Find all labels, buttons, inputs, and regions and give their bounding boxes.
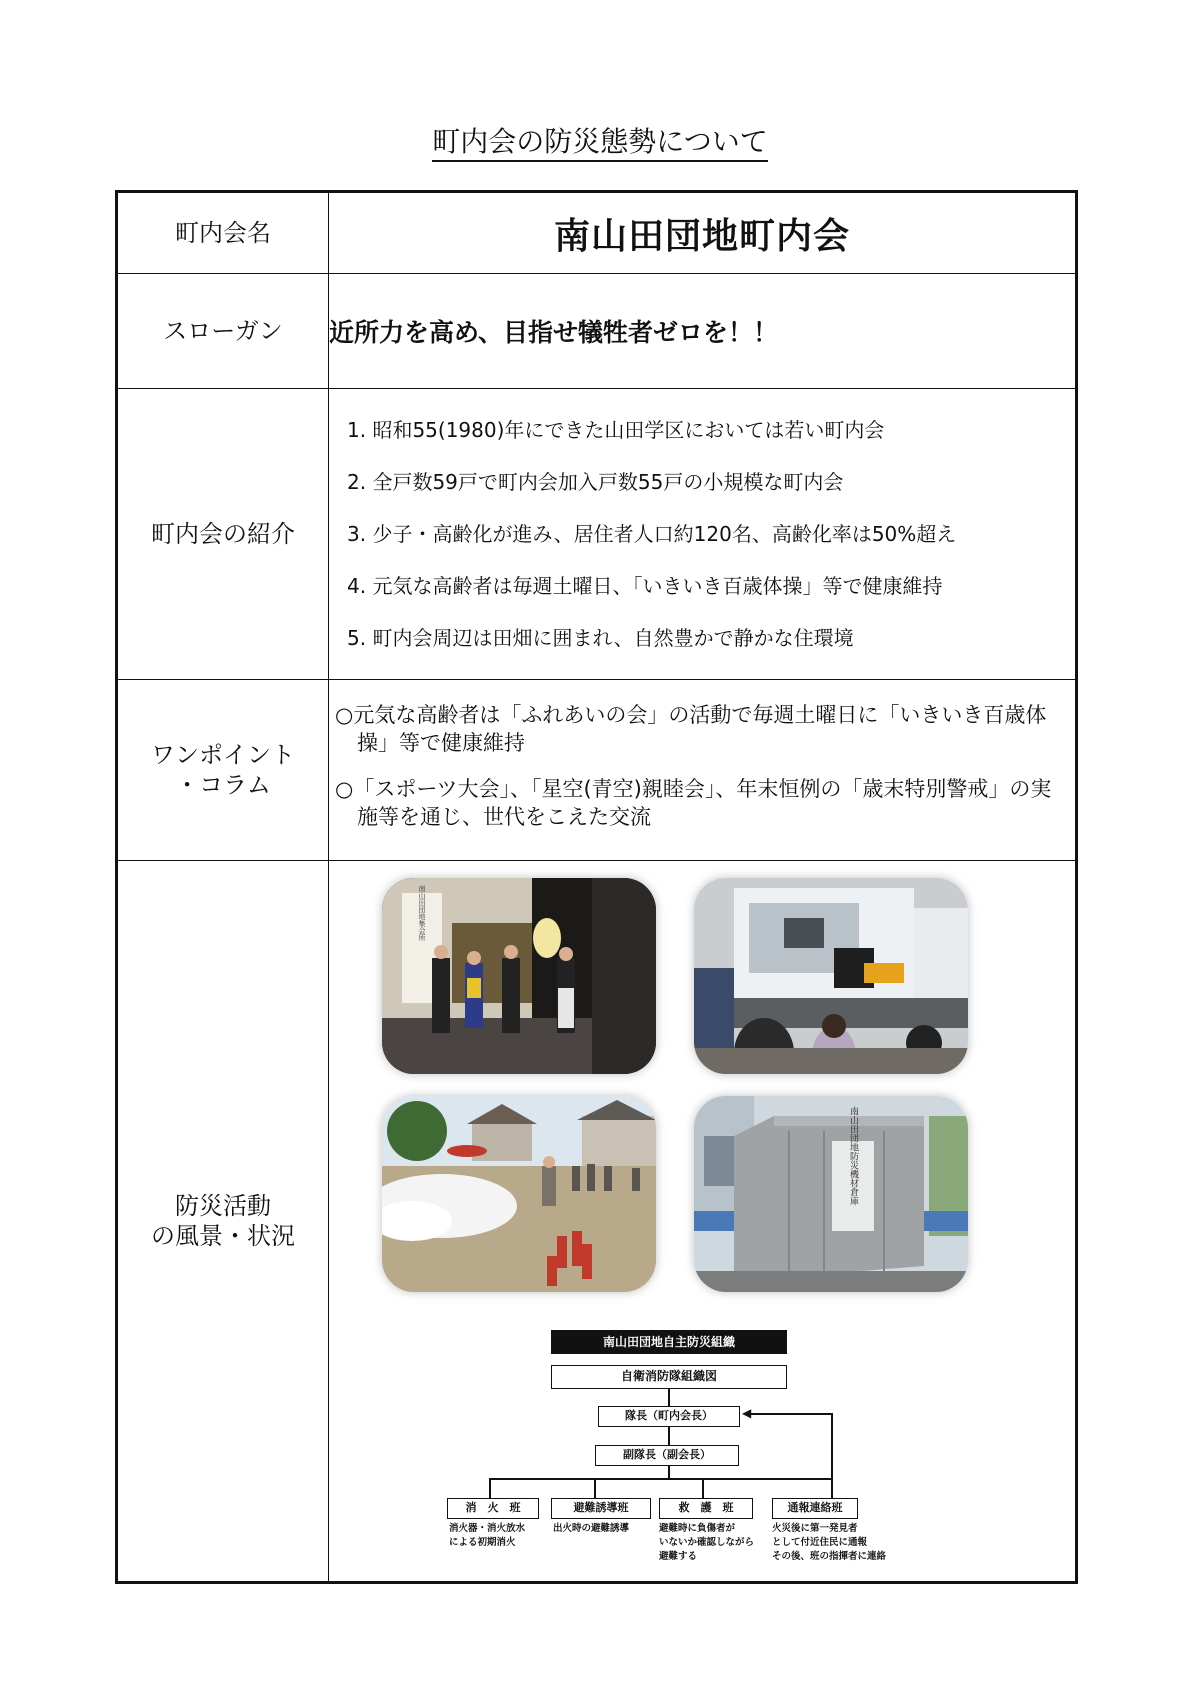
document-title-text: 町内会の防災態勢について xyxy=(432,125,767,162)
introduction-list xyxy=(329,404,1075,664)
label-column-line1: ワンポイント xyxy=(151,741,295,769)
team-rescue-note: 避難時に負傷者が いないか確認しながら 避難する xyxy=(659,1523,755,1562)
label-activities-line1: 防災活動 xyxy=(175,1192,271,1220)
team-fire-note: 消火器・消火放水 による初期消火 xyxy=(449,1523,526,1548)
introduction-content xyxy=(329,389,1077,680)
line-subtitle-leader xyxy=(668,1389,670,1406)
photo-equipment-shed xyxy=(694,1096,968,1292)
org-chart-subtitle: 自衛消防隊組織図 xyxy=(551,1365,787,1389)
photo-stage-truck-image xyxy=(694,878,968,1074)
photo-fire-drill-image xyxy=(382,1096,656,1292)
label-slogan: スローガン xyxy=(117,274,329,389)
team-evacuation-note: 出火時の避難誘導 xyxy=(553,1523,630,1534)
line-leader-vice xyxy=(668,1427,670,1445)
photo-equipment-shed-image xyxy=(694,1096,968,1292)
line-branch-1 xyxy=(489,1478,491,1498)
document-title xyxy=(0,120,1200,160)
team-rescue-box: 救 護 班 xyxy=(659,1498,753,1519)
org-leader-box: 隊長（町内会長） xyxy=(598,1406,740,1427)
label-activities xyxy=(117,861,329,1583)
column-item-2: ○「スポーツ大会」、「星空(青空)親睦会」、年末恒例の「歳末特別警戒」の実施等を通じ、世代をこえた交流 xyxy=(335,777,1052,829)
row-activities xyxy=(117,861,1077,1583)
label-column xyxy=(117,680,329,861)
intro-item-1: 1. 昭和55(1980)年にできた山田学区においては若い町内会 xyxy=(347,418,885,442)
label-column-line2: ・コラム xyxy=(175,771,271,799)
photo-community-hall-image xyxy=(382,878,656,1074)
line-vice-branch xyxy=(668,1466,670,1478)
row-association-name xyxy=(117,192,1077,274)
team-report-note: 火災後に第一発見者 として付近住民に通報 その後、班の指揮者に連絡 xyxy=(772,1523,887,1562)
row-column xyxy=(117,680,1077,861)
label-introduction: 町内会の紹介 xyxy=(117,389,329,680)
info-table xyxy=(115,190,1078,1584)
line-report-vertical xyxy=(831,1413,833,1498)
line-branch-2 xyxy=(594,1478,596,1498)
intro-item-4: 4. 元気な高齢者は毎週土曜日、「いきいき百歳体操」等で健康維持 xyxy=(347,574,943,598)
row-slogan xyxy=(117,274,1077,389)
team-fire-box: 消 火 班 xyxy=(447,1498,539,1519)
signboard-text: 南山田団地集会所 xyxy=(418,885,426,941)
org-chart-title: 南山田団地自主防災組織 xyxy=(551,1330,787,1354)
line-report-horizontal xyxy=(751,1413,832,1415)
shed-sign-text: 南山田団地防災機材倉庫 xyxy=(848,1106,858,1206)
column-item-1: ○元気な高齢者は「ふれあいの会」の活動で毎週土曜日に「いきいき百歳体操」等で健康維持 xyxy=(335,703,1047,755)
line-branch-horizontal xyxy=(489,1478,831,1480)
association-name: 南山田団地町内会 xyxy=(329,192,1077,274)
column-content xyxy=(329,680,1077,861)
team-report-box: 通報連絡班 xyxy=(772,1498,858,1519)
photo-community-hall xyxy=(382,878,656,1074)
intro-item-5: 5. 町内会周辺は田畑に囲まれ、自然豊かで静かな住環境 xyxy=(347,626,854,650)
photo-area xyxy=(329,862,1075,1580)
org-vice-box: 副隊長（副会長） xyxy=(595,1445,739,1466)
team-evacuation-box: 避難誘導班 xyxy=(551,1498,651,1519)
photo-fire-drill xyxy=(382,1096,656,1292)
intro-item-2: 2. 全戸数59戸で町内会加入戸数55戸の小規模な町内会 xyxy=(347,470,844,494)
line-branch-3 xyxy=(702,1478,704,1498)
row-introduction xyxy=(117,389,1077,680)
slogan-text: 近所力を高め、目指せ犠牲者ゼロを！！ xyxy=(329,274,1077,389)
label-association-name: 町内会名 xyxy=(117,192,329,274)
activities-content xyxy=(329,861,1077,1583)
label-activities-line2: の風景・状況 xyxy=(151,1222,295,1250)
intro-item-3: 3. 少子・高齢化が進み、居住者人口約120名、高齢化率は50%超え xyxy=(347,522,957,546)
photo-stage-truck xyxy=(694,878,968,1074)
arrow-left-icon: ◀ xyxy=(742,1406,752,1420)
